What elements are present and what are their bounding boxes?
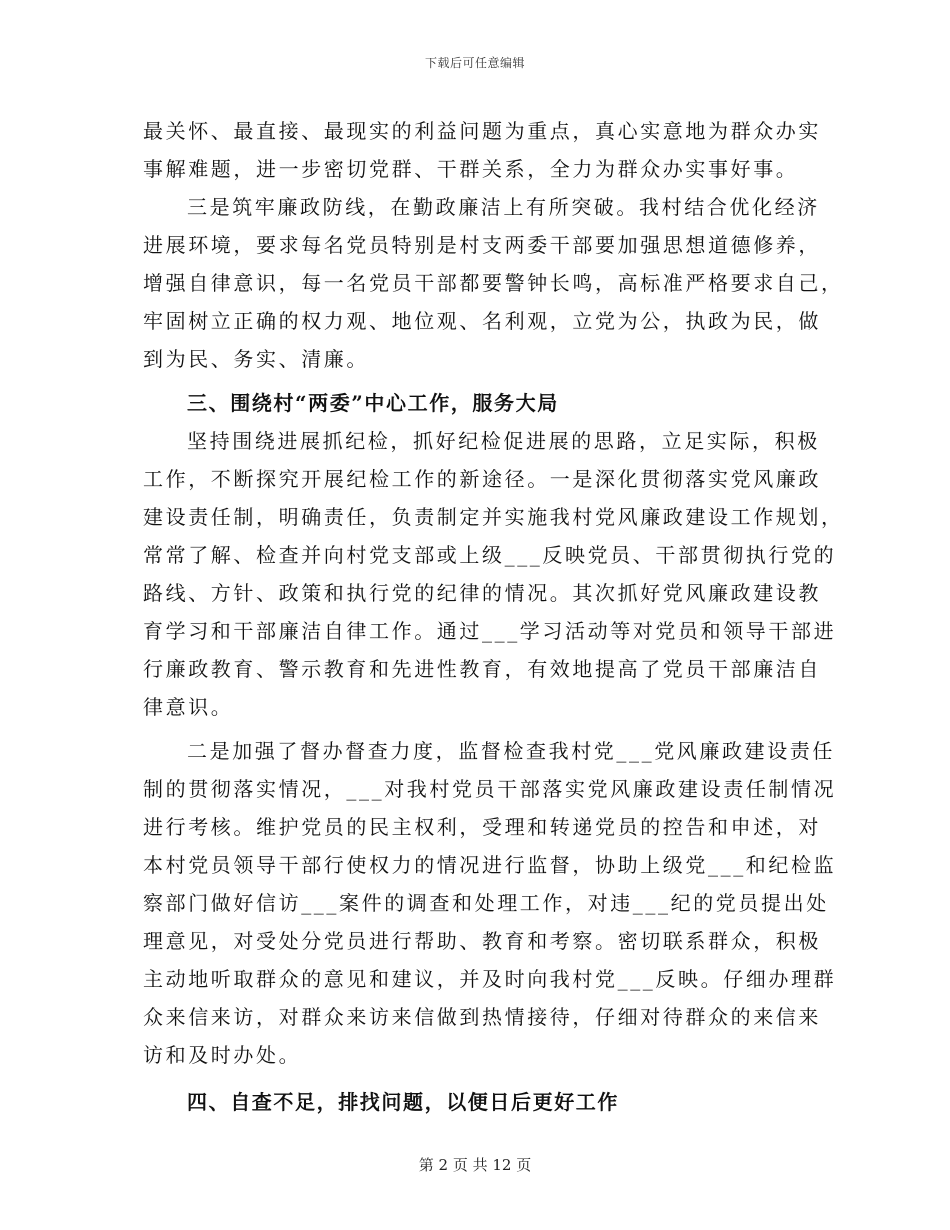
text-line: 察部门做好信访___案件的调查和处理工作，对违___纪的党员提出处 <box>143 891 829 915</box>
text-line: 路线、方针、政策和执行党的纪律的情况。其次抓好党风廉政建设教 <box>143 581 821 605</box>
text-line: 行廉政教育、警示教育和先进性教育，有效地提高了党员干部廉洁自 <box>143 657 821 681</box>
paragraph-start: 三是筑牢廉政防线，在勤政廉洁上有所突破。我村结合优化经济 <box>187 195 820 219</box>
page-header-note: 下载后可任意编辑 <box>424 56 525 70</box>
text-line: 访和及时办处。 <box>143 1043 302 1067</box>
text-line: 常常了解、检查并向村党支部或上级___反映党员、干部贯彻执行党的 <box>143 543 837 567</box>
text-line: 进展环境，要求每名党员特别是村支两委干部要加强思想道德修养， <box>143 233 821 257</box>
text-line: 建设责任制，明确责任，负责制定并实施我村党风廉政建设工作规划， <box>143 505 844 529</box>
text-line: 进行考核。维护党员的民主权利，受理和转递党员的控告和申述，对 <box>143 815 821 839</box>
section-heading-4: 四、自查不足，排找问题，以便日后更好工作 <box>187 1090 619 1114</box>
text-line: 事解难题，进一步密切党群、干群关系，全力为群众办实事好事。 <box>143 157 799 181</box>
text-line: 主动地听取群众的意见和建议，并及时向我村党___反映。仔细办理群 <box>143 967 837 991</box>
document-body <box>143 112 844 1121</box>
text-line: 到为民、务实、清廉。 <box>143 347 369 371</box>
text-line: 制的贯彻落实情况，___对我村党员干部落实党风廉政建设责任制情况 <box>143 777 837 801</box>
paragraph-start: 二是加强了督办督查力度，监督检查我村党___党风廉政建设责任 <box>187 739 835 763</box>
text-line: 理意见，对受处分党员进行帮助、教育和考察。密切联系群众，积极 <box>143 929 821 953</box>
text-line: 增强自律意识，每一名党员干部都要警钟长鸣，高标准严格要求自己， <box>143 271 844 295</box>
page-number: 第 2 页 共 12 页 <box>418 1156 532 1174</box>
text-line: 本村党员领导干部行使权力的情况进行监督，协助上级党___和纪检监 <box>143 853 837 877</box>
text-line: 众来信来访，对群众来访来信做到热情接待，仔细对待群众的来信来 <box>143 1005 821 1029</box>
paragraph-start: 坚持围绕进展抓纪检，抓好纪检促进展的思路，立足实际，积极 <box>187 429 820 453</box>
text-line: 律意识。 <box>143 695 234 719</box>
section-heading-3: 三、围绕村“两委”中心工作，服务大局 <box>187 391 559 415</box>
text-line: 牢固树立正确的权力观、地位观、名利观，立党为公，执政为民，做 <box>143 309 821 333</box>
text-line: 育学习和干部廉洁自律工作。通过___学习活动等对党员和领导干部进 <box>143 619 837 643</box>
text-line: 工作，不断探究开展纪检工作的新途径。一是深化贯彻落实党风廉政 <box>143 467 821 491</box>
text-line: 最关怀、最直接、最现实的利益问题为重点，真心实意地为群众办实 <box>143 119 821 143</box>
